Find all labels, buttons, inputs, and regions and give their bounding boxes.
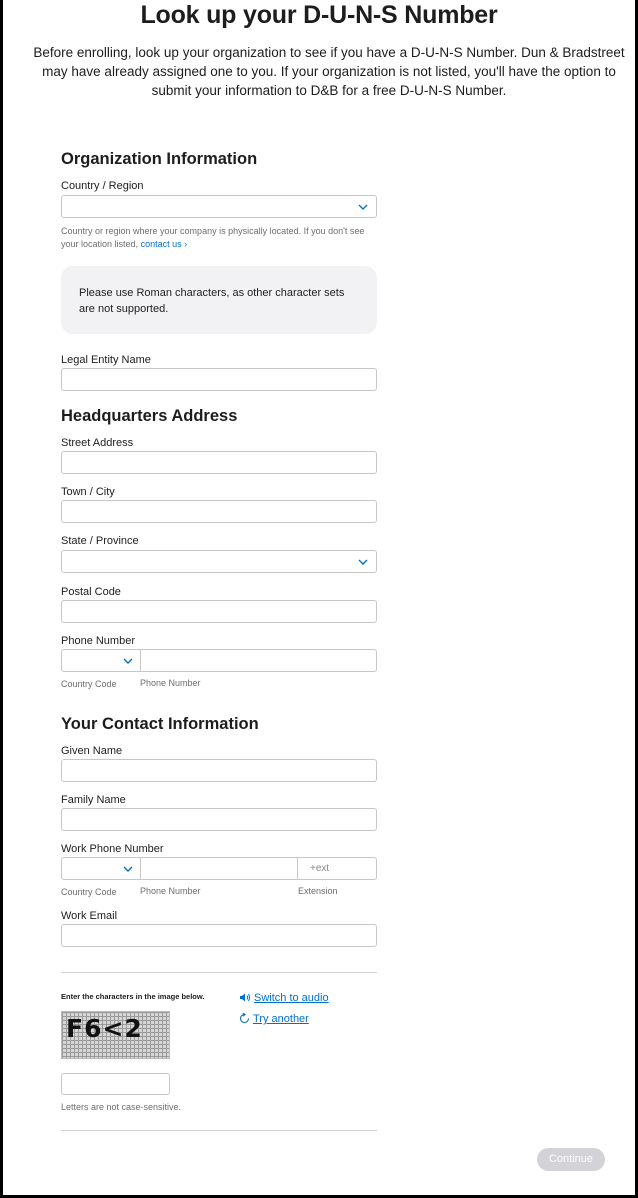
switch-to-audio-link[interactable] bbox=[239, 992, 329, 1004]
hq-section-heading: Headquarters Address bbox=[61, 407, 238, 425]
country-label: Country / Region bbox=[61, 180, 144, 192]
captcha-input[interactable] bbox=[61, 1073, 170, 1095]
captcha-label: Enter the characters in the image below. bbox=[61, 992, 205, 1001]
street-input[interactable] bbox=[61, 451, 377, 474]
country-hint-text: Country or region where your company is physically located. If you don't see your location listed, bbox=[61, 226, 365, 249]
legal-name-label: Legal Entity Name bbox=[61, 354, 151, 366]
chevron-down-icon bbox=[122, 655, 134, 667]
chevron-down-icon bbox=[357, 556, 369, 568]
roman-characters-notice: Please use Roman characters, as other character sets are not supported. bbox=[61, 266, 377, 334]
legal-name-input[interactable] bbox=[61, 368, 377, 391]
captcha-image bbox=[61, 1011, 170, 1059]
country-select[interactable] bbox=[61, 195, 377, 218]
hq-phone-input[interactable] bbox=[140, 649, 377, 672]
work-country-code-sublabel: Country Code bbox=[61, 887, 117, 897]
switch-to-audio-label: Switch to audio bbox=[254, 992, 329, 1004]
contact-section-heading: Your Contact Information bbox=[61, 715, 259, 733]
given-name-input[interactable] bbox=[61, 759, 377, 782]
state-label: State / Province bbox=[61, 535, 139, 547]
family-name-input[interactable] bbox=[61, 808, 377, 831]
street-label: Street Address bbox=[61, 437, 134, 449]
try-another-label: Try another bbox=[253, 1013, 309, 1025]
work-phone-label: Work Phone Number bbox=[61, 843, 164, 855]
page-title: Look up your D-U-N-S Number bbox=[140, 1, 498, 29]
captcha-top-divider bbox=[61, 972, 377, 973]
work-country-code-select[interactable] bbox=[61, 857, 141, 880]
extension-input[interactable]: +ext bbox=[297, 857, 377, 880]
captcha-bottom-divider bbox=[61, 1130, 377, 1131]
try-another-link[interactable] bbox=[239, 1013, 309, 1025]
postal-label: Postal Code bbox=[61, 586, 121, 598]
phone-label: Phone Number bbox=[61, 635, 135, 647]
captcha-hint: Letters are not case-sensitive. bbox=[61, 1102, 182, 1112]
speaker-icon bbox=[239, 992, 251, 1003]
extension-sublabel: Extension bbox=[298, 886, 338, 896]
intro-text: Before enrolling, look up your organization to see if you have a D-U-N-S Number. Dun & Bradstreet may have already assigned one to you. If your organization is not listed, you'll have the option to submit your information to D&B for a free D-U-N-S Number. bbox=[33, 45, 625, 98]
country-hint bbox=[61, 225, 377, 251]
hq-phone-sublabel: Phone Number bbox=[140, 678, 201, 688]
postal-input[interactable] bbox=[61, 600, 377, 623]
hq-country-code-select[interactable] bbox=[61, 649, 141, 672]
family-name-label: Family Name bbox=[61, 794, 126, 806]
continue-button[interactable]: Continue bbox=[537, 1148, 605, 1171]
state-select[interactable] bbox=[61, 550, 377, 573]
city-input[interactable] bbox=[61, 500, 377, 523]
chevron-down-icon bbox=[357, 201, 369, 213]
work-phone-sublabel: Phone Number bbox=[140, 886, 201, 896]
hq-country-code-sublabel: Country Code bbox=[61, 679, 117, 689]
captcha-image-text: F6<2 bbox=[66, 1014, 143, 1043]
work-email-label: Work Email bbox=[61, 910, 118, 922]
given-name-label: Given Name bbox=[61, 745, 123, 757]
chevron-down-icon bbox=[122, 863, 134, 875]
work-phone-input[interactable] bbox=[140, 857, 298, 880]
refresh-icon bbox=[239, 1013, 250, 1024]
work-email-input[interactable] bbox=[61, 924, 377, 947]
city-label: Town / City bbox=[61, 486, 115, 498]
contact-us-link[interactable]: contact us › bbox=[140, 239, 188, 249]
org-section-heading: Organization Information bbox=[61, 150, 258, 168]
